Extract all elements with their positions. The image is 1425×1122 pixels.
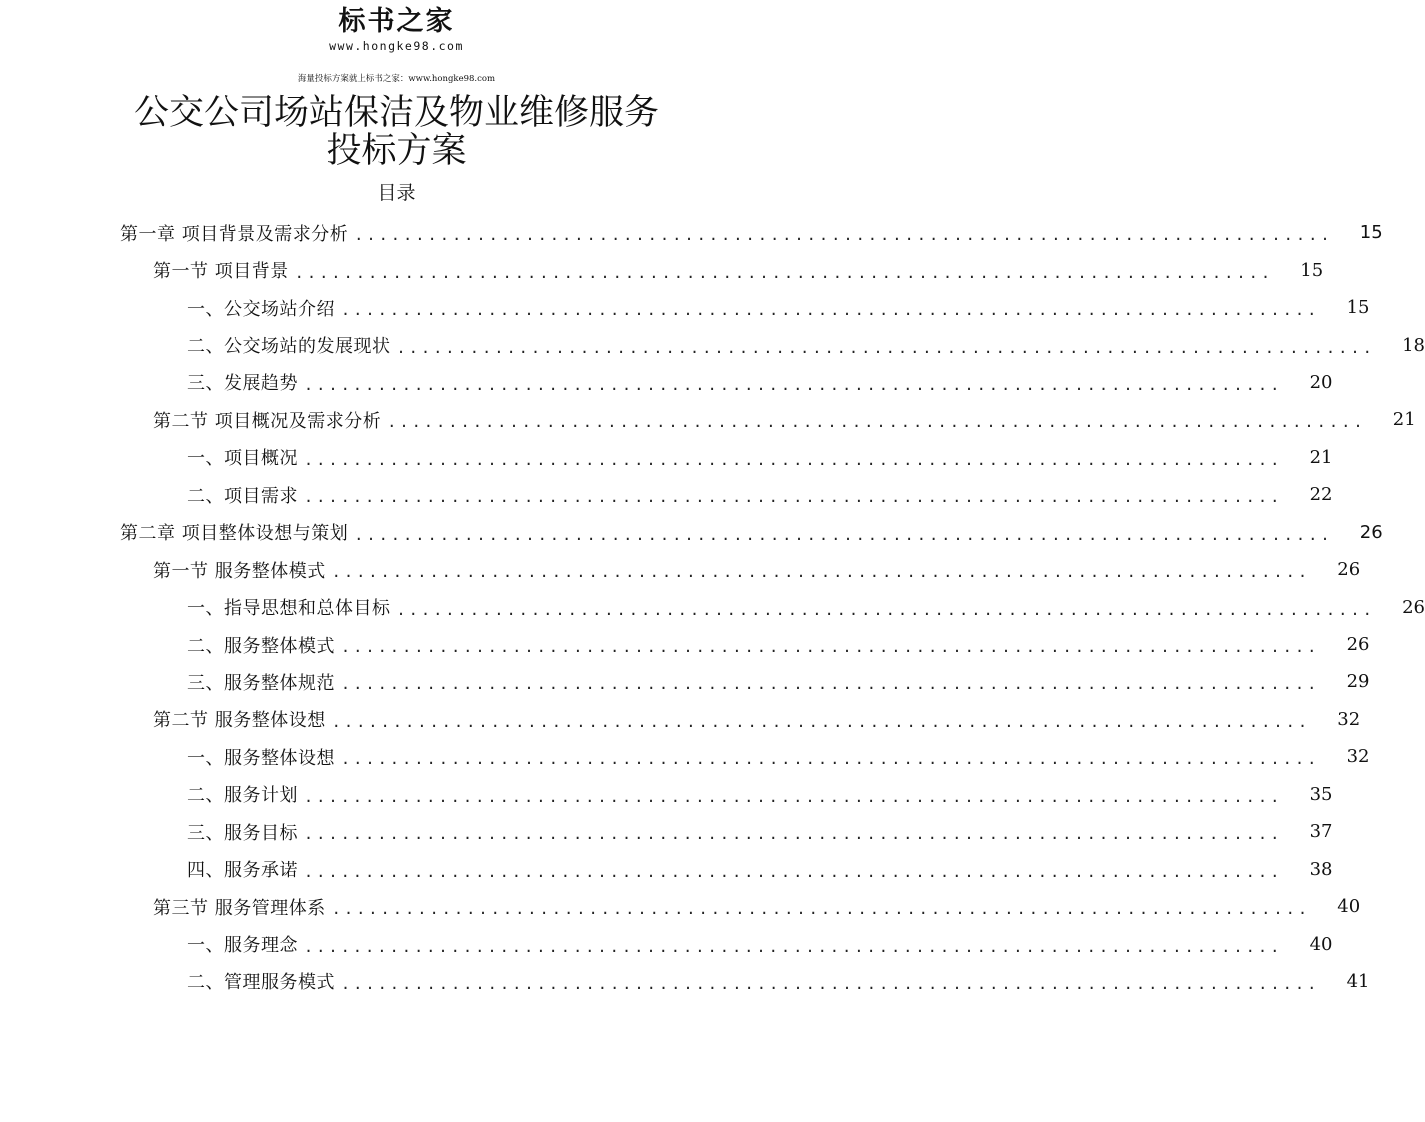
toc-entry[interactable] [0, 888, 1361, 925]
toc-entry-page: 38 [1309, 858, 1333, 880]
toc-dot-leader: ................................................................................ [341, 974, 1320, 993]
toc-entry[interactable] [0, 776, 1333, 813]
toc-entry-label: 二、服务整体模式 [187, 635, 335, 657]
toc-entry-label: 第一节 项目背景 [153, 261, 289, 283]
toc-entry-label: 一、服务整体设想 [187, 747, 335, 769]
toc-entry-page: 20 [1309, 371, 1333, 393]
toc-entry-page: 40 [1309, 933, 1333, 955]
toc-entry[interactable] [0, 401, 1416, 438]
toc-entry-page: 26 [1359, 521, 1383, 543]
toc-entry[interactable] [0, 289, 1370, 326]
toc-entry[interactable] [0, 326, 1425, 363]
toc-entry-label: 一、公交场站介绍 [187, 298, 335, 320]
toc-entry-page: 22 [1309, 484, 1333, 506]
toc-entry-page: 18 [1402, 334, 1425, 356]
header-note: 海量投标方案就上标书之家：www.hongke98.com [297, 74, 496, 84]
toc-dot-leader: ................................................................................ [304, 825, 1283, 844]
toc-dot-leader: ................................................................................ [331, 563, 1311, 582]
toc-entry[interactable] [0, 626, 1370, 663]
toc-entry-page: 15 [1300, 259, 1324, 281]
site-logo [0, 6, 793, 53]
toc-dot-leader: ................................................................................ [396, 338, 1375, 357]
toc-dot-leader: ................................................................................ [304, 787, 1283, 806]
toc-entry[interactable] [0, 476, 1333, 513]
toc-entry-page: 37 [1309, 821, 1333, 843]
toc-dot-leader: ................................................................................ [294, 263, 1274, 282]
toc-entry[interactable] [0, 251, 1324, 288]
toc-entry[interactable] [0, 813, 1333, 850]
toc-dot-leader: ................................................................................ [341, 301, 1320, 320]
toc-dot-leader: ................................................................................ [354, 525, 1333, 544]
toc-entry-page: 40 [1337, 896, 1361, 918]
toc-entry-label: 二、公交场站的发展现状 [187, 336, 391, 358]
toc-entry-page: 26 [1402, 596, 1425, 618]
logo-text: 标书之家 [338, 6, 455, 37]
toc-entry-label: 第二节 服务整体设想 [153, 710, 326, 732]
toc-entry-page: 35 [1309, 783, 1333, 805]
toc-dot-leader: ................................................................................ [304, 375, 1283, 394]
toc-entry[interactable] [0, 738, 1370, 775]
toc-entry-page: 29 [1346, 671, 1370, 693]
toc-dot-leader: ................................................................................ [331, 712, 1311, 731]
toc-entry-label: 一、服务理念 [187, 935, 298, 957]
toc-entry[interactable] [0, 214, 1383, 251]
toc-entry[interactable] [0, 514, 1383, 551]
toc-entry[interactable] [0, 551, 1361, 588]
toc-entry-page: 26 [1337, 559, 1361, 581]
toc-entry-label: 一、指导思想和总体目标 [187, 598, 391, 620]
toc-entry-page: 32 [1337, 708, 1361, 730]
toc-dot-leader: ................................................................................ [304, 862, 1283, 881]
toc-entry-label: 第二章 项目整体设想与策划 [120, 523, 349, 545]
toc-entry-page: 21 [1392, 409, 1416, 431]
toc-entry-page: 26 [1346, 634, 1370, 656]
toc-entry[interactable] [0, 963, 1370, 1000]
toc-entry-label: 二、项目需求 [187, 485, 298, 507]
toc-entry[interactable] [0, 439, 1333, 476]
toc-dot-leader: ................................................................................ [387, 413, 1366, 432]
toc-entry-page: 15 [1346, 297, 1370, 319]
toc-entry-label: 三、发展趋势 [187, 373, 298, 395]
toc-entry-page: 41 [1346, 970, 1370, 992]
toc-entry-label: 第一节 服务整体模式 [153, 560, 326, 582]
toc-entry-label: 三、服务目标 [187, 822, 298, 844]
toc-dot-leader: ................................................................................ [341, 675, 1320, 694]
toc-entry-page: 21 [1309, 446, 1333, 468]
toc-entry-label: 第一章 项目背景及需求分析 [120, 223, 349, 245]
toc-dot-leader: ................................................................................ [304, 488, 1283, 507]
toc-entry-label: 二、服务计划 [187, 785, 298, 807]
toc-dot-leader: ................................................................................ [396, 600, 1375, 619]
toc-entry-label: 第二节 项目概况及需求分析 [153, 410, 382, 432]
toc-entry[interactable] [0, 663, 1370, 700]
toc-entry[interactable] [0, 701, 1361, 738]
toc-dot-leader: ................................................................................ [354, 226, 1333, 245]
toc-entry[interactable] [0, 850, 1333, 887]
toc-entry-label: 二、管理服务模式 [187, 972, 335, 994]
toc-entry-label: 三、服务整体规范 [187, 672, 335, 694]
toc-dot-leader: ................................................................................ [341, 750, 1320, 769]
toc-entry-label: 四、服务承诺 [187, 860, 298, 882]
toc-entry-page: 32 [1346, 746, 1370, 768]
table-of-contents [0, 214, 1425, 1000]
toc-dot-leader: ................................................................................ [331, 900, 1311, 919]
logo-url: www.hongke98.com [329, 39, 464, 53]
toc-entry[interactable] [0, 925, 1333, 962]
document-title [0, 94, 793, 170]
title-line-2: 投标方案 [326, 131, 467, 171]
toc-dot-leader: ................................................................................ [304, 937, 1283, 956]
toc-entry-label: 第三节 服务管理体系 [153, 897, 326, 919]
toc-heading: 目录 [377, 182, 416, 204]
title-line-1: 公交公司场站保洁及物业维修服务 [133, 93, 659, 133]
toc-entry-label: 一、项目概况 [187, 448, 298, 470]
toc-dot-leader: ................................................................................ [304, 450, 1283, 469]
toc-entry[interactable] [0, 364, 1333, 401]
toc-entry-page: 15 [1359, 222, 1383, 244]
toc-entry[interactable] [0, 588, 1425, 625]
toc-dot-leader: ................................................................................ [341, 638, 1320, 657]
